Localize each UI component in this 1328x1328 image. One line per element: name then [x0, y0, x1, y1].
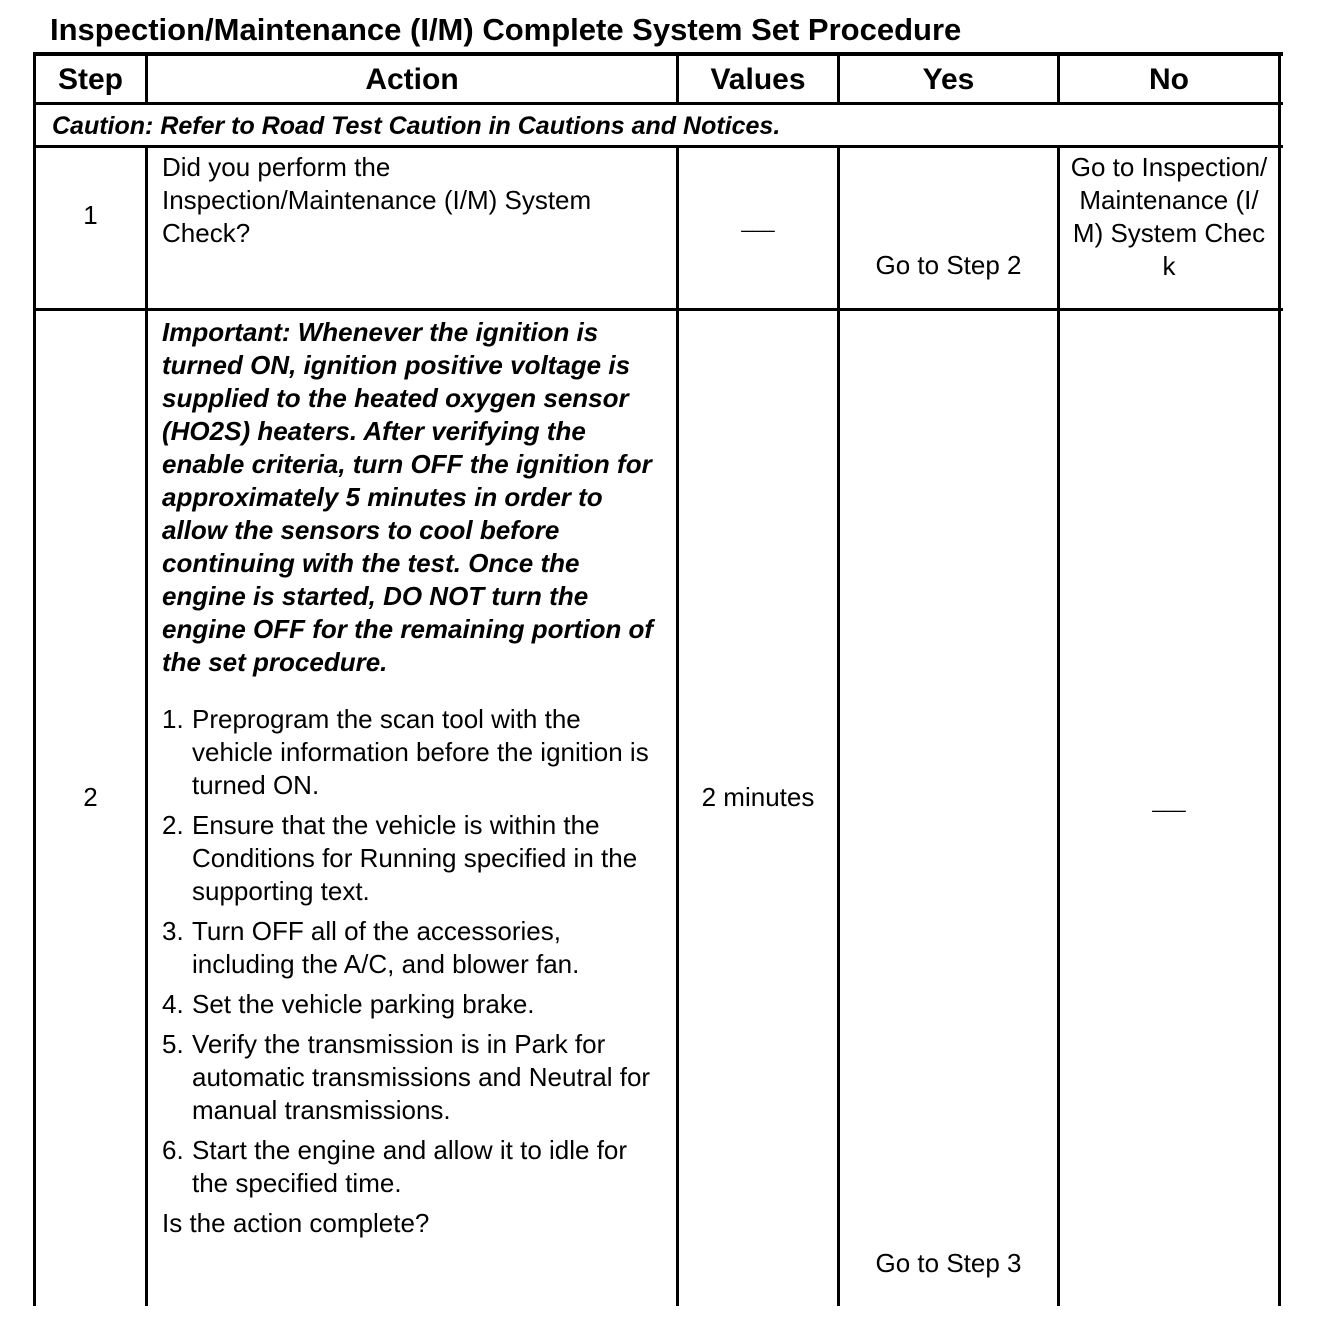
list-item-number: 1.: [162, 704, 184, 734]
list-item: [162, 703, 667, 802]
page-title: Inspection/Maintenance (I/M) Complete System Set Procedure: [50, 12, 962, 47]
list-item-number: 4.: [162, 989, 184, 1019]
header-yes: Yes: [922, 63, 975, 96]
list-item: [162, 809, 667, 908]
list-item: [162, 915, 667, 981]
row2-values: 2 minutes: [701, 782, 815, 812]
table-right-border: [1278, 52, 1281, 1306]
list-item: [162, 988, 667, 1021]
important-note: Important: Whenever the ignition is turned ON, ignition positive voltage is supplied to the heated oxygen sensor (HO2S) heaters. After verifying the enable criteria, turn OFF the ignition for approximately 5 minutes in order to allow the sensors to cool before continuing with the test. Once the engine is started, DO NOT turn the engine OFF for the remaining portion of the set procedure.: [162, 317, 654, 677]
list-item-text: Preprogram the scan tool with the vehicle information before the ignition is turned ON.: [192, 704, 649, 800]
header-step: Step: [57, 63, 123, 96]
list-item: [162, 1134, 667, 1200]
list-item-number: 2.: [162, 810, 184, 840]
row2-step: 2: [83, 782, 98, 812]
list-item: [162, 1028, 667, 1127]
list-item-text: Start the engine and allow it to idle for the specified time.: [192, 1135, 628, 1198]
caution-note: Caution: Refer to Road Test Caution in Cautions and Notices.: [52, 112, 781, 140]
header-no: No: [1149, 63, 1189, 96]
list-item-number: 6.: [162, 1135, 184, 1165]
list-item-number: 3.: [162, 916, 184, 946]
list-item-text: Ensure that the vehicle is within the Conditions for Running specified in the supporting text.: [192, 810, 638, 906]
row1-action: Did you perform the Inspection/Maintenance (I/M) System Check?: [162, 152, 592, 248]
row1-bottom-border: [33, 308, 1283, 311]
col-divider-step-body: [145, 145, 148, 1306]
action-question: Is the action complete?: [162, 1208, 430, 1238]
row1-yes: Go to Step 2: [875, 250, 1022, 280]
row2-yes: Go to Step 3: [875, 1248, 1022, 1278]
col-divider-yes-body: [1057, 145, 1060, 1306]
list-item-text: Verify the transmission is in Park for automatic transmissions and Neutral for manual transmissions.: [192, 1029, 651, 1125]
row1-values: ___: [741, 211, 775, 233]
col-divider-action-body: [676, 145, 679, 1306]
caution-bottom-border: [33, 145, 1283, 148]
action-steps: [162, 703, 667, 1200]
list-item-text: Set the vehicle parking brake.: [192, 989, 535, 1019]
header-action: Action: [365, 63, 459, 96]
row1-step: 1: [83, 200, 98, 230]
table-top-border: [33, 52, 1283, 56]
list-item-number: 5.: [162, 1029, 184, 1059]
col-divider-values-body: [837, 145, 840, 1306]
header-bottom-border: [33, 102, 1283, 105]
row2-action: [162, 316, 667, 1240]
header-values: Values: [710, 63, 806, 96]
table-left-border: [33, 52, 36, 1306]
row2-no: ___: [1152, 791, 1186, 813]
row1-no: Go to Inspection/Maintenance (I/M) System Check: [1070, 152, 1268, 281]
list-item-text: Turn OFF all of the accessories, including the A/C, and blower fan.: [192, 916, 580, 979]
